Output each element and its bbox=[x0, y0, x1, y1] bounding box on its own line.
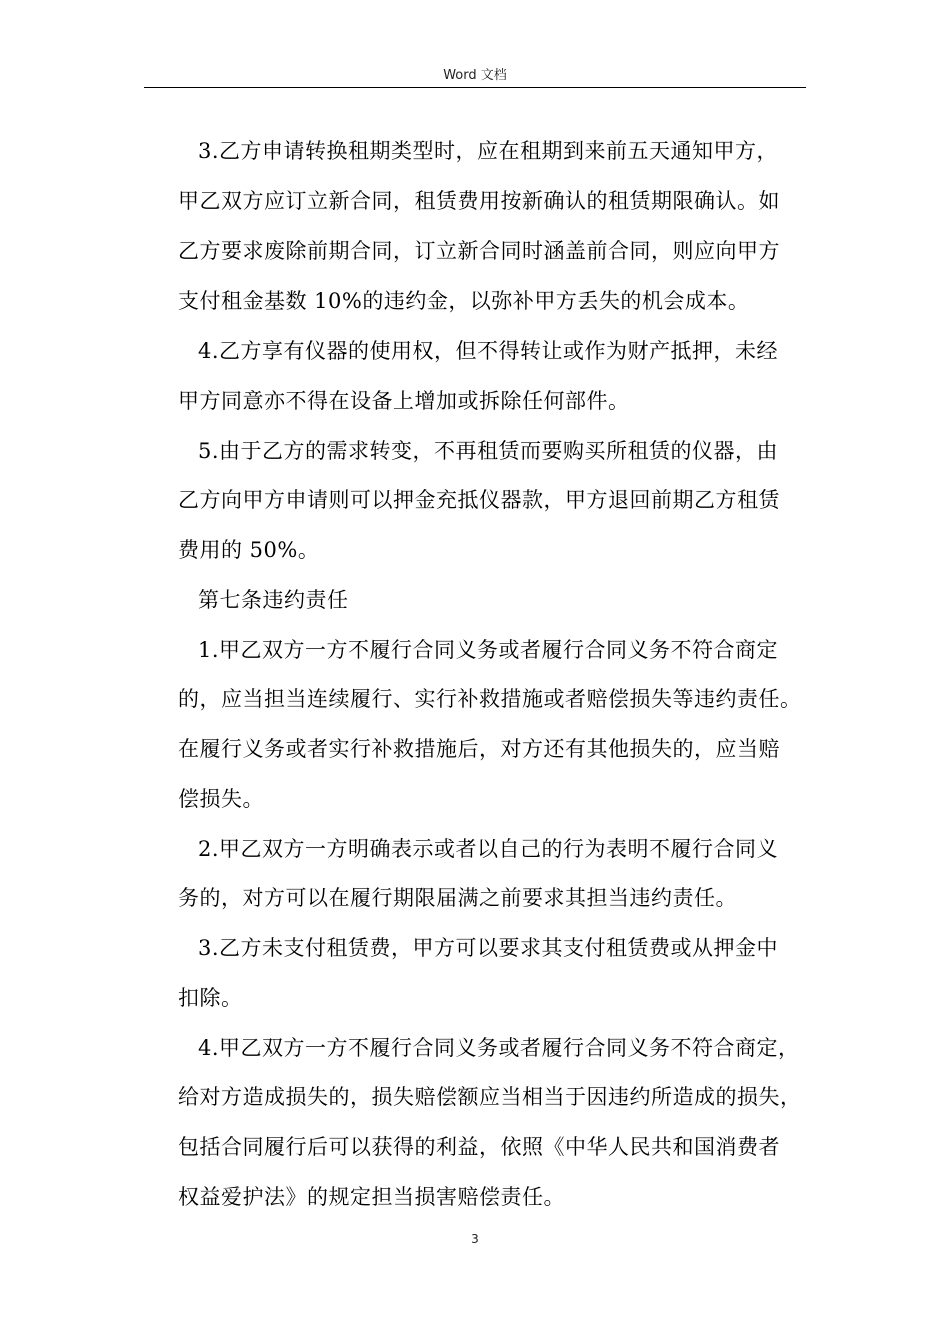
text-line: 权益爱护法》的规定担当损害赔偿责任。 bbox=[178, 1185, 565, 1209]
page-header-title: Word 文档 bbox=[443, 68, 507, 83]
text-line: 支付租金基数 10%的违约金，以弥补甲方丢失的机会成本。 bbox=[178, 289, 750, 313]
text-line: 乙方要求废除前期合同，订立新合同时涵盖前合同，则应向甲方 bbox=[178, 239, 780, 263]
page-number: 3 bbox=[471, 1232, 479, 1246]
text-line: 4.甲乙双方一方不履行合同义务或者履行合同义务不符合商定， bbox=[198, 1036, 800, 1060]
text-line: 乙方向甲方申请则可以押金充抵仪器款，甲方退回前期乙方租赁 bbox=[178, 488, 780, 512]
text-line: 务的，对方可以在履行期限届满之前要求其担当违约责任。 bbox=[178, 886, 737, 910]
text-line: 3.乙方申请转换租期类型时，应在租期到来前五天通知甲方， bbox=[198, 139, 779, 163]
text-line: 2.甲乙双方一方明确表示或者以自己的行为表明不履行合同义 bbox=[198, 837, 779, 861]
text-line: 扣除。 bbox=[178, 986, 243, 1010]
text-line: 包括合同履行后可以获得的利益，依照《中华人民共和国消费者 bbox=[178, 1135, 780, 1159]
text-line: 1.甲乙双方一方不履行合同义务或者履行合同义务不符合商定 bbox=[198, 638, 779, 662]
text-line: 偿损失。 bbox=[178, 787, 264, 811]
text-line: 费用的 50%。 bbox=[178, 538, 320, 562]
text-line: 3.乙方未支付租赁费，甲方可以要求其支付租赁费或从押金中 bbox=[198, 936, 779, 960]
text-line: 在履行义务或者实行补救措施后，对方还有其他损失的，应当赔 bbox=[178, 737, 780, 761]
text-line: 5.由于乙方的需求转变，不再租赁而要购买所租赁的仪器，由 bbox=[198, 439, 779, 463]
text-line: 甲方同意亦不得在设备上增加或拆除任何部件。 bbox=[178, 389, 630, 413]
section-heading: 第七条违约责任 bbox=[198, 588, 349, 612]
text-line: 给对方造成损失的，损失赔偿额应当相当于因违约所造成的损失， bbox=[178, 1085, 802, 1109]
text-line: 4.乙方享有仪器的使用权，但不得转让或作为财产抵押，未经 bbox=[198, 339, 779, 363]
text-line: 甲乙双方应订立新合同，租赁费用按新确认的租赁期限确认。如 bbox=[178, 189, 780, 213]
text-line: 的，应当担当连续履行、实行补救措施或者赔偿损失等违约责任。 bbox=[178, 687, 802, 711]
